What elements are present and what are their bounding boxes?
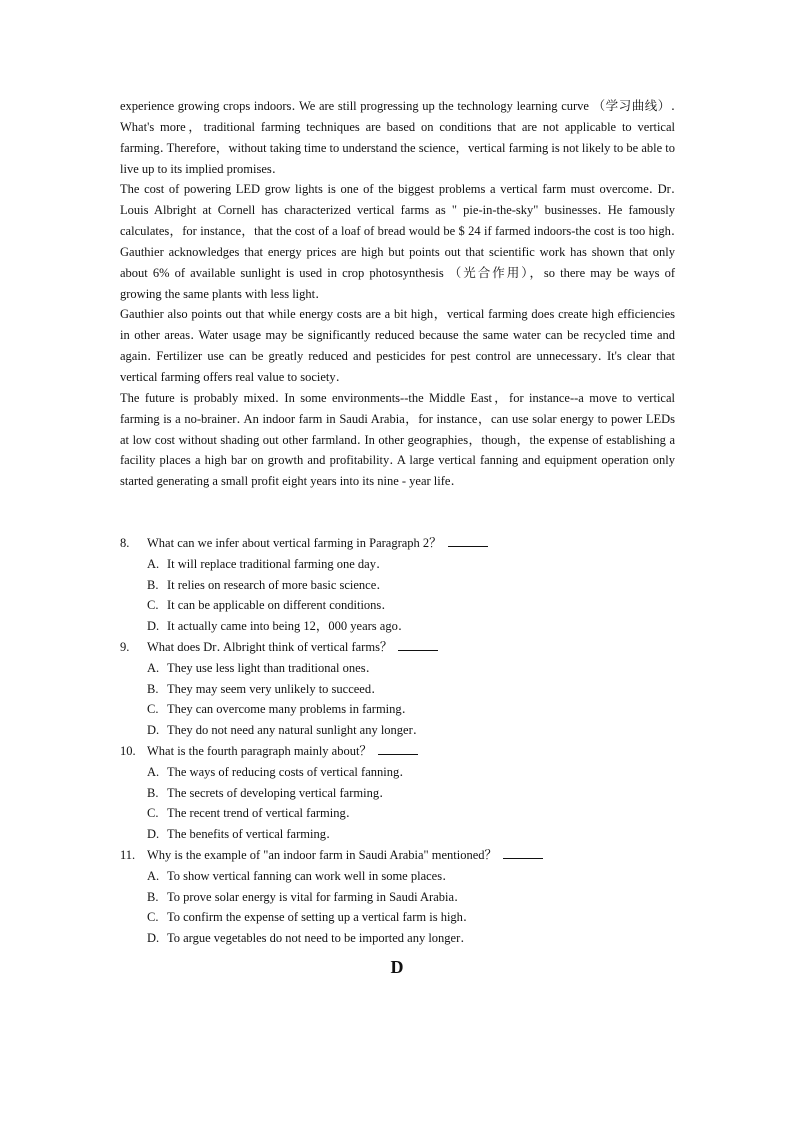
question-number: 8. — [120, 536, 130, 550]
option-a[interactable]: A. It will replace traditional farming one day․ — [147, 556, 381, 571]
paragraph-1: experience growing crops indoors․ We are still progressing up the technology learning curve （学习曲线）․ What's more，traditional farming techniques are based on conditions that are not applicable to vertical farming․ Therefore，without taking time to understand the science，vertical farming is not likely to be able to live up to its implied promises․ — [120, 99, 675, 176]
option-c[interactable]: C. The recent trend of vertical farming․ — [147, 806, 350, 821]
option-d[interactable]: D. To argue vegetables do not need to be imported any longer․ — [147, 931, 465, 946]
question-stem: Why is the example of "an indoor farm in Saudi Arabia" mentioned？ — [147, 847, 498, 862]
option-d[interactable]: D. It actually came into being 12，000 years ago․ — [147, 619, 403, 634]
question-stem: What does Dr․ Albright think of vertical farms？ — [147, 639, 393, 654]
option-d[interactable]: D. They do not need any natural sunlight any longer․ — [147, 723, 417, 738]
question-number: 9. — [120, 639, 130, 654]
option-b[interactable]: B. They may seem very unlikely to succeed․ — [147, 681, 376, 696]
question-8 — [120, 533, 680, 637]
paragraph-4: The future is probably mixed․ In some environments--the Middle East，for instance--a move to vertical farming is a no-brainer․ An indoor farm in Saudi Arabia，for instance，can use solar energy to power LEDs at low cost without shading out other farmland․ In other geographies，though，the expense of establishing a facility places a high bar on growth and profitability․ A large vertical fanning and equipment operation only started generating a small profit eight years into its nine - year life․ — [120, 390, 675, 489]
question-9 — [120, 637, 680, 741]
option-c[interactable]: C. They can overcome many problems in farming․ — [147, 702, 406, 717]
paragraph-2: The cost of powering LED grow lights is one of the biggest problems a vertical farm must overcome․ Dr․ Louis Albright at Cornell has characterized vertical farms as " pie-in-the-sky" businesses․ He famously calculates，for instance，that the cost of a loaf of bread would be $ 24 if farmed indoors-the cost is too high․ Gauthier acknowledges that energy prices are high but points out that scientific work has shown that only about 6% of available sunlight is used in crop photosynthesis （光合作用），so there may be ways of growing the same plants with less light․ — [120, 182, 675, 301]
answer-blank[interactable] — [398, 638, 438, 651]
section-heading: D — [390, 957, 404, 977]
answer-blank[interactable] — [503, 846, 543, 859]
option-c[interactable]: C. It can be applicable on different conditions․ — [147, 598, 386, 613]
question-stem: What can we infer about vertical farming in Paragraph 2？ — [147, 536, 442, 550]
option-d[interactable]: D. The benefits of vertical farming․ — [147, 827, 331, 842]
option-b[interactable]: B. The secrets of developing vertical farming․ — [147, 785, 384, 800]
passage — [120, 96, 675, 492]
answer-blank[interactable] — [448, 534, 488, 547]
question-stem: What is the fourth paragraph mainly about？ — [147, 743, 372, 758]
answer-blank[interactable] — [378, 742, 418, 755]
option-a[interactable]: A. The ways of reducing costs of vertical fanning․ — [147, 764, 404, 779]
option-b[interactable]: B. It relies on research of more basic science․ — [147, 577, 381, 592]
question-10 — [120, 741, 680, 845]
option-a[interactable]: A. To show vertical fanning can work well in some places․ — [147, 868, 447, 883]
option-c[interactable]: C. To confirm the expense of setting up a vertical farm is high․ — [147, 910, 468, 925]
question-list — [120, 533, 680, 949]
question-number: 10. — [120, 743, 136, 758]
option-b[interactable]: B. To prove solar energy is vital for farming in Saudi Arabia․ — [147, 889, 459, 904]
question-11 — [120, 845, 680, 949]
paragraph-3: Gauthier also points out that while energy costs are a bit high，vertical farming does create high efficiencies in other areas․ Water usage may be significantly reduced because the same water can be recycled time and again․ Fertilizer use can be greatly reduced and pesticides for pest control are unnecessary․ It's clear that vertical farming offers real value to society․ — [120, 307, 675, 384]
option-a[interactable]: A. They use less light than traditional ones․ — [147, 660, 370, 675]
question-number: 11. — [120, 847, 136, 862]
